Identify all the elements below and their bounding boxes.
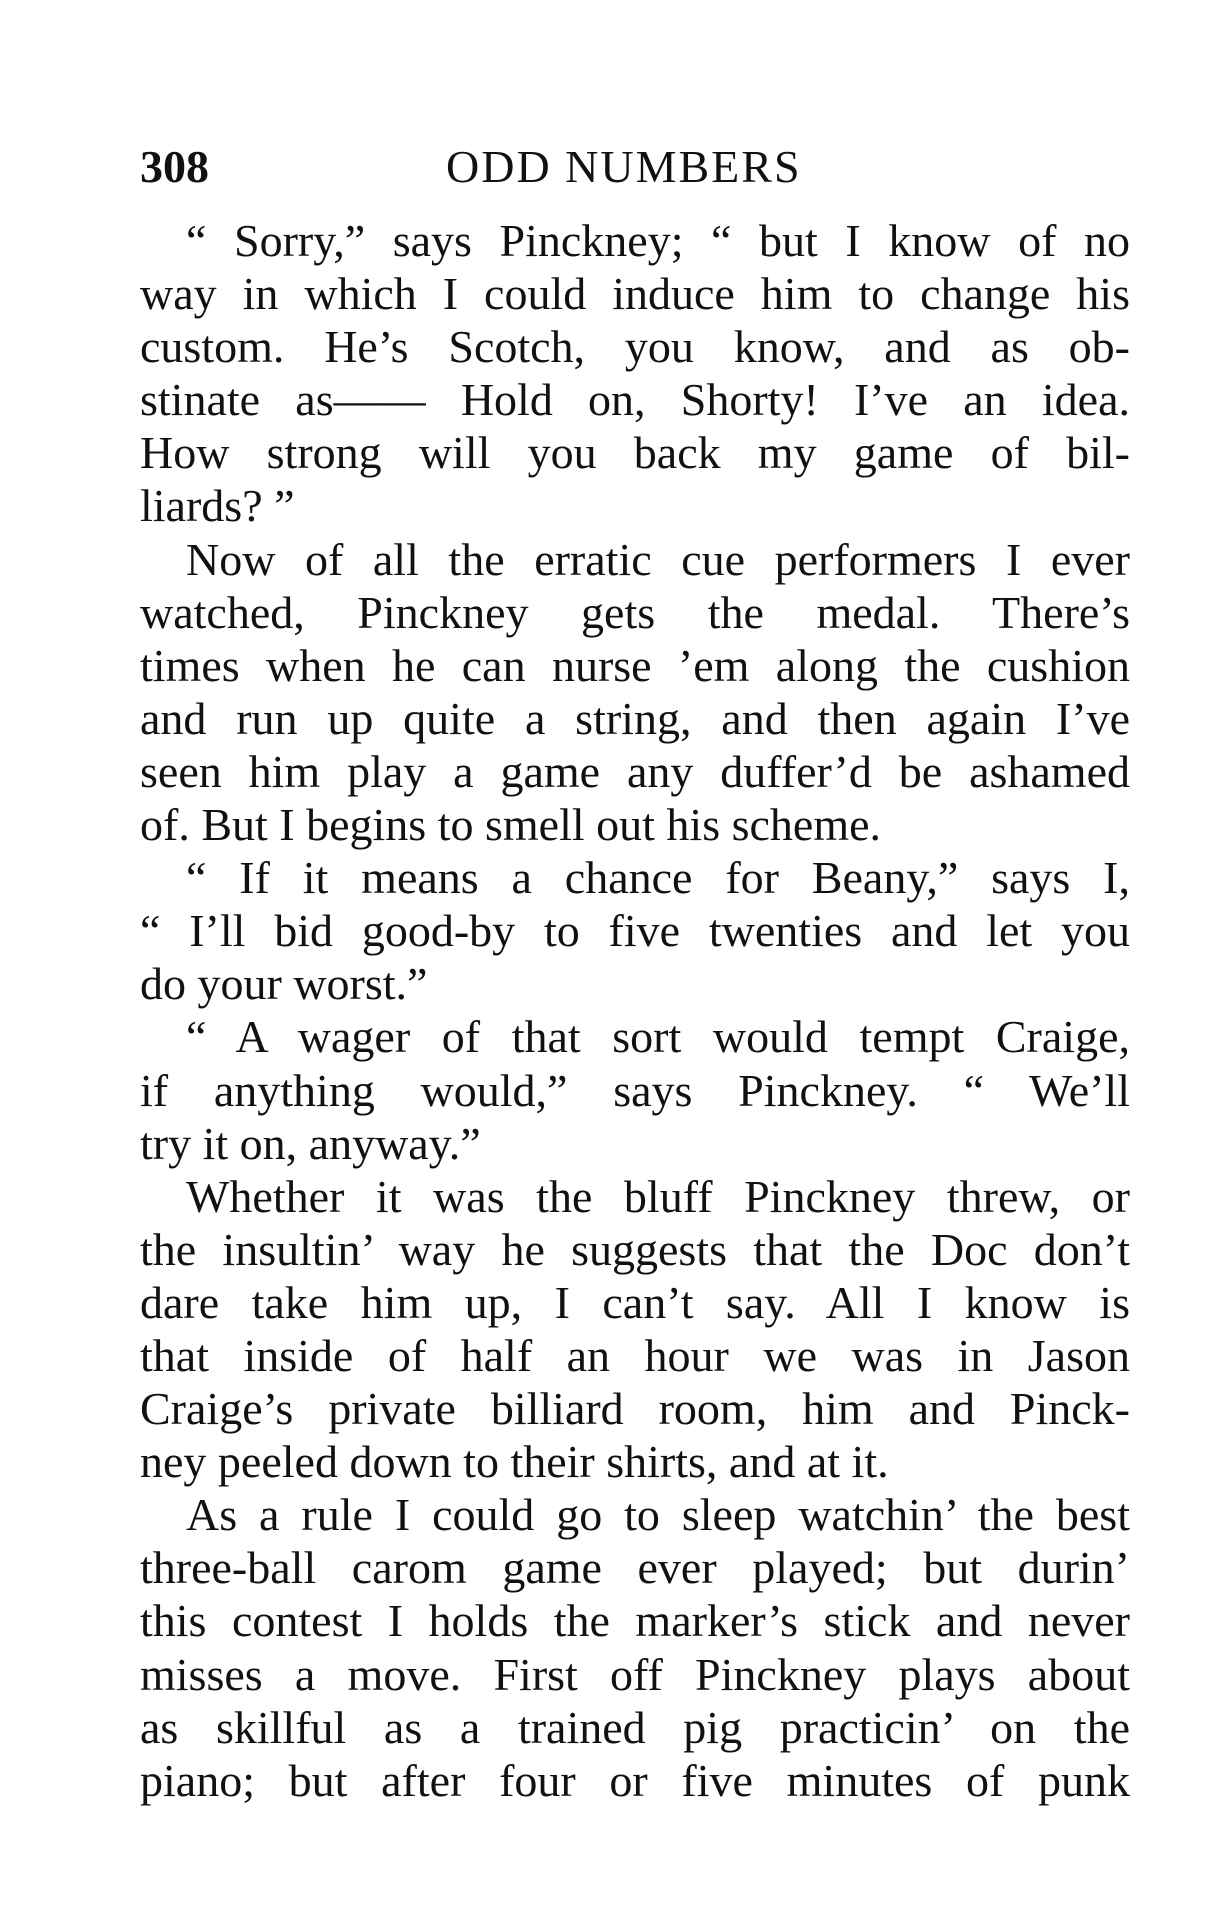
text-line: stinate as—— Hold on, Shorty! I’ve an idea. bbox=[140, 374, 1130, 426]
text-line: that inside of half an hour we was in Jason bbox=[140, 1329, 1130, 1381]
text-line: do your worst.” bbox=[140, 958, 428, 1010]
text-line: dare take him up, I can’t say. All I know is bbox=[140, 1276, 1130, 1328]
text-line: as skillful as a trained pig practicin’ on the bbox=[140, 1701, 1130, 1753]
text-line: “ I’ll bid good-by to five twenties and let you bbox=[140, 905, 1130, 957]
text-line: way in which I could induce him to change his bbox=[140, 268, 1130, 320]
running-head: ODD NUMBERS bbox=[446, 141, 802, 192]
text-line: of. But I begins to smell out his scheme. bbox=[140, 799, 882, 851]
text-line: the insultin’ way he suggests that the Doc don’t bbox=[140, 1223, 1130, 1275]
text-line: and run up quite a string, and then again I’ve bbox=[140, 692, 1130, 744]
text-line: watched, Pinckney gets the medal. There’s bbox=[140, 586, 1130, 638]
text-line: “ If it means a chance for Beany,” says I, bbox=[186, 852, 1130, 904]
body-text bbox=[140, 214, 1130, 1807]
text-line: “ A wager of that sort would tempt Craige, bbox=[186, 1011, 1130, 1063]
text-line: three-ball carom game ever played; but durin’ bbox=[140, 1542, 1130, 1594]
text-line: liards? ” bbox=[140, 480, 295, 532]
text-line: How strong will you back my game of bil- bbox=[140, 427, 1130, 479]
text-line: custom. He’s Scotch, you know, and as ob- bbox=[140, 321, 1130, 373]
text-line: Now of all the erratic cue performers I ever bbox=[186, 533, 1130, 585]
text-line: ney peeled down to their shirts, and at it. bbox=[140, 1436, 889, 1488]
text-line: try it on, anyway.” bbox=[140, 1117, 481, 1169]
text-line: piano; but after four or five minutes of punk bbox=[140, 1754, 1130, 1806]
text-line: misses a move. First off Pinckney plays about bbox=[140, 1648, 1130, 1700]
text-line: times when he can nurse ’em along the cushion bbox=[140, 639, 1130, 691]
text-line: seen him play a game any duffer’d be ashamed bbox=[140, 745, 1130, 797]
page-number: 308 bbox=[140, 141, 209, 192]
text-line: As a rule I could go to sleep watchin’ the best bbox=[186, 1489, 1130, 1541]
text-line: Whether it was the bluff Pinckney threw, or bbox=[186, 1170, 1130, 1222]
text-line: “ Sorry,” says Pinckney; “ but I know of no bbox=[186, 215, 1130, 266]
text-line: if anything would,” says Pinckney. “ We’ll bbox=[140, 1064, 1130, 1116]
page-header bbox=[140, 132, 1130, 202]
text-line: this contest I holds the marker’s stick and never bbox=[140, 1595, 1130, 1647]
text-line: Craige’s private billiard room, him and Pinck- bbox=[140, 1383, 1130, 1435]
